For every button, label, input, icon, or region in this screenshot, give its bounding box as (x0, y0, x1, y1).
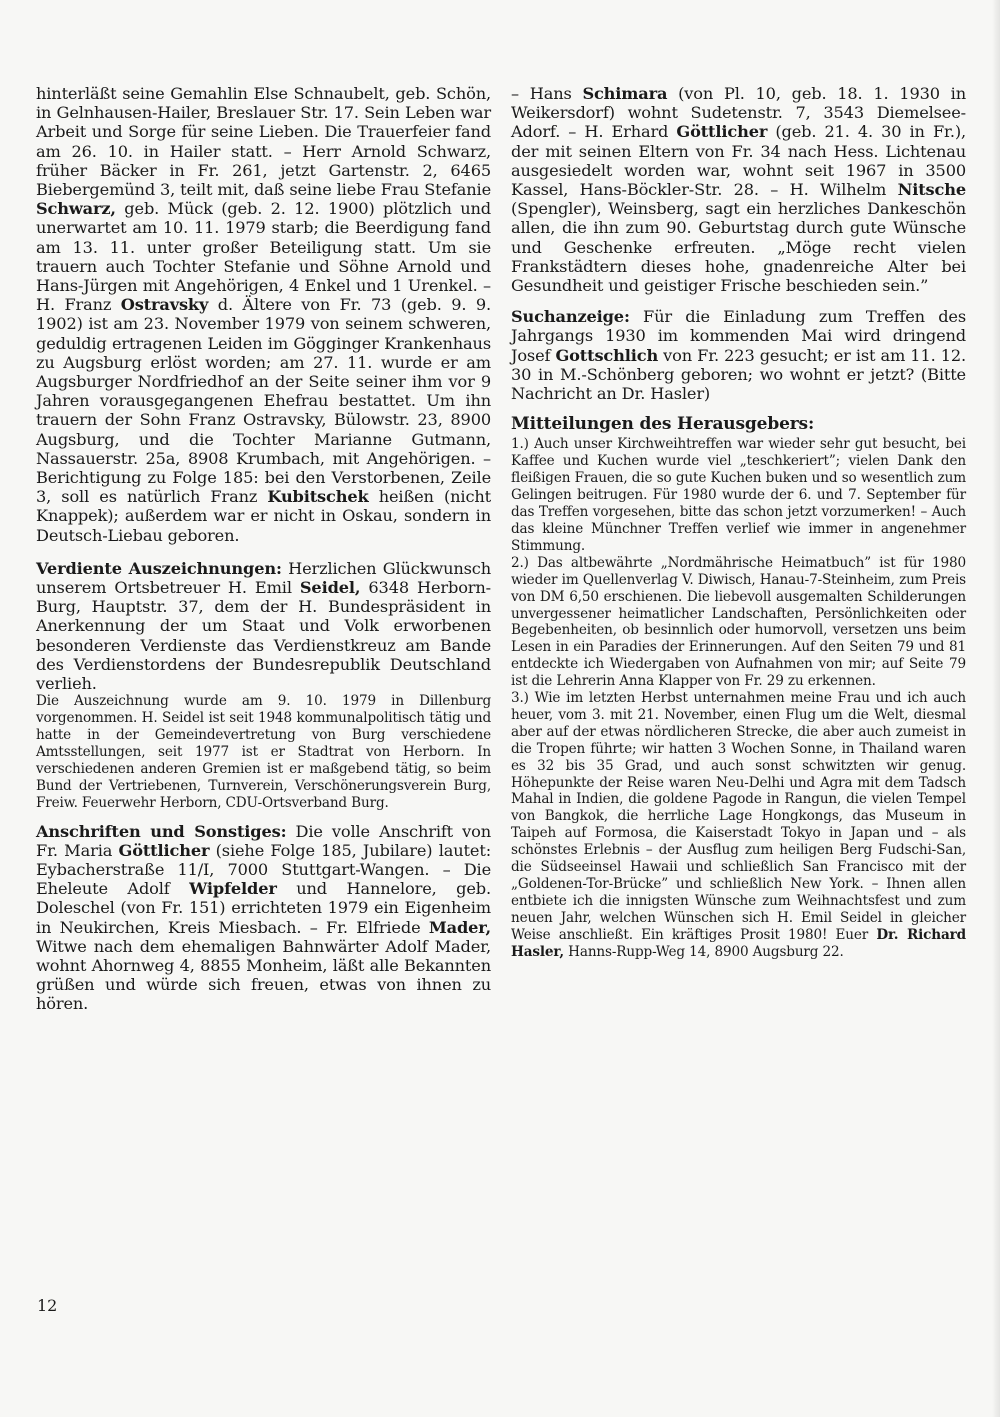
awards-paragraph (36, 559, 491, 693)
text-run: 6348 Herborn-Burg, Hauptstr. 37, dem der H. Bundespräsident in Anerkennung der um Staat und Volk erworbenen besonderen Verdienste das Verdienstkreuz am Bande des Verdienstordens der Bundesrepublik Deutschland verlieh. (36, 578, 491, 694)
bold-name: Nitsche (897, 180, 966, 200)
text-run: (siehe Folge 185, Jubilare) lautet: Eybacherstraße 11/I, 7000 Stuttgart-Wangen. – Die Eheleute Adolf (36, 840, 491, 899)
bold-name: Wipfelder (189, 879, 277, 899)
text-run: – Hans (511, 84, 583, 103)
publisher-note-1: 1.) Auch unser Kirchweihtreffen war wieder sehr gut besucht, bei Kaffee und Kuchen wurde viel „teschkeriert”; vielen Dank den fleißigen Frauen, die so gute Kuchen buken und so wesentlich zum Gelingen beitrugen. Für 1980 wurde der 6. und 7. September für das Treffen vorgesehen, bitte das schon jetzt vorzumerken! – Auch das kleine Münchner Treffen verlief wie immer in angenehmer Stimmung. (511, 436, 966, 554)
awards-detail-paragraph: Die Auszeichnung wurde am 9. 10. 1979 in Dillenburg vorgenommen. H. Seidel ist seit 1948 kommunalpolitisch tätig und hatte in der Gemeindevertretung von Burg verschiedene Amtsstellungen, seit 1977 ist er Stadtrat von Herborn. In verschiedenen anderen Gremien ist er maßgebend tätig, so beim Bund der Vertriebenen, Turnverein, Verschönerungsverein Burg, Freiw. Feuerwehr Herborn, CDU-Ortsverband Burg. (36, 693, 491, 811)
obituaries-paragraph (36, 84, 491, 545)
bold-name: Göttlicher (118, 840, 210, 860)
publisher-note-3 (511, 690, 966, 961)
text-run: (geb. 21. 4. 30 in Fr.), der mit seinen Eltern von Fr. 34 nach Hess. Lichtenau ausgesiedelt worden war, wohnt seit 1967 in 3500 Kassel, Hans-Böckler-Str. 28. – H. Wilhelm (511, 122, 966, 200)
text-run: (Spengler), Weinsberg, sagt ein herzliches Dankeschön allen, die ihn zum 90. Geburtstag durch gute Wünsche und Geschenke erfreuten. „Möge recht vielen Frankstädtern dieses hohe, gnadenreiche Alter bei Gesundheit und geistiger Frische beschieden sein.” (511, 199, 966, 296)
addresses-paragraph (36, 822, 491, 1014)
text-run: hinterläßt seine Gemahlin Else Schnaubelt, geb. Schön, in Gelnhausen-Hailer, Breslauer Str. 17. Sein Leben war Arbeit und Sorge für seine Lieben. Die Trauerfeier fand am 26. 10. in Hailer statt. – Herr Arnold Schwarz, früher Bäcker in Fr. 261, jetzt Gartenstr. 2, 6465 Biebergemünd 3, teilt mit, daß seine liebe Frau Stefanie (36, 84, 491, 200)
text-run: und Hannelore, geb. Doleschel (von Fr. 151) errichteten 1979 ein Eigenheim in Neukirchen, Kreis Miesbach. – Fr. Elfriede (36, 879, 491, 937)
bold-name: Mader, (428, 917, 491, 937)
bold-name: Schimara (582, 84, 668, 103)
section-heading-addresses: Anschriften und Sonstiges: (36, 821, 287, 841)
search-notice-paragraph (511, 307, 966, 403)
text-run: 3.) Wie im letzten Herbst unternahmen meine Frau und ich auch heuer, vom 3. mit 21. November, einen Flug um die Welt, diesmal aber auf der etwas nördlicheren Strecke, die aber auch zumeist in die Tropen führte; wir hatten 3 Wochen Sonne, in Thailand waren es 32 bis 35 Grad, und auch sonst schwitzten wir genug. Höhepunkte der Reise waren Neu-Delhi und Agra mit dem Tadsch Mahal in Indien, die goldene Pagode in Rangun, die vielen Tempel von Bangkok, die herrliche Lage Hongkongs, das Museum in Taipeh auf Formosa, die Kaiserstadt Tokyo in Japan und – als schönstes Erlebnis – der Ausflug zum heiligen Berg Fudschi-San, die Südseeinsel Hawaii und schließlich San Francisco mit der „Goldenen-Tor-Brücke” und schließlich New York. – Ihnen allen entbiete ich die innigsten Wünsche zum Weihnachtsfest und zum neuen Jahr, welchen Wünschen sich H. Emil Seidel in gleicher Weise anschließt. Ein kräftiges Prosit 1980! Euer (511, 690, 966, 943)
bold-name: Ostravsky (120, 295, 209, 315)
section-heading-awards: Verdiente Auszeichnungen: (36, 558, 282, 578)
personal-news-paragraph (511, 84, 966, 295)
text-run: Witwe nach dem ehemaligen Bahnwärter Adolf Mader, wohnt Ahornweg 4, 8855 Monheim, läßt alle Bekannten grüßen und würde sich freuen, etwas von ihnen zu hören. (36, 936, 491, 1014)
section-heading-search-notice: Suchanzeige: (511, 307, 630, 327)
bold-name: Seidel, (299, 578, 361, 598)
left-column (36, 84, 491, 1014)
text-run: Für die Einladung zum Treffen des Jahrgangs 1930 im kommenden Mai wird dringend Josef (511, 307, 966, 365)
bold-name: Schwarz, (36, 199, 116, 219)
text-run: Hanns-Rupp-Weg 14, 8900 Augsburg 22. (563, 943, 844, 960)
text-run: heißen (nicht Knappek); außerdem war er nicht in Oskau, sondern in Deutsch-Liebau geboren. (36, 487, 491, 545)
text-run: geb. Mück (geb. 2. 12. 1900) plötzlich und unerwartet am 10. 11. 1979 starb; die Beerdigung fand am 13. 11. unter großer Beteiligung statt. Um sie trauern auch Tochter Stefanie und Söhne Arnold und Hans-Jürgen mit Angehörigen, 4 Enkel und 1 Urenkel. – H. Franz (36, 199, 491, 315)
text-run: Die volle Anschrift von Fr. Maria (36, 821, 492, 860)
publisher-note-2: 2.) Das altbewährte „Nordmährische Heimatbuch” ist für 1980 wieder im Quellenverlag V. Diwisch, Hanau-7-Steinheim, zum Preis von DM 6,50 erschienen. Die liebevoll ausgemalten Schilderungen unvergessener heimatlicher Landschaften, Persönlichkeiten oder Begebenheiten, ob besinnlich oder humorvoll, versetzen uns beim Lesen in ein Paradies der Erinnerungen. Auf den Seiten 79 und 81 entdeckte ich Wiedergaben von Aufnahmen von mir; auf Seite 79 ist die Lehrerin Anna Klapper von Fr. 29 zu erkennen. (511, 554, 966, 690)
bold-name: Göttlicher (676, 122, 768, 142)
text-run: d. Ältere von Fr. 73 (geb. 9. 9. 1902) ist am 23. November 1979 von seinem schweren, geduldig ertragenen Leiden im Gögginger Krankenhaus zu Augsburg erlöst worden; am 27. 11. wurde er am Augsburger Nordfriedhof an der Seite seiner ihm vor 9 Jahren vorausgegangenen Ehefrau bestattet. Um ihn trauern der Sohn Franz Ostravsky, Bülowstr. 23, 8900 Augsburg, und die Tochter Marianne Gutmann, Nassauerstr. 25a, 8908 Krumbach, mit Angehörigen. – Berichtigung zu Folge 185: bei den Verstorbenen, Zeile 3, soll es natürlich Franz (36, 295, 491, 507)
bold-name: Gottschlich (555, 345, 659, 365)
bold-name: Dr. Richard Hasler, (511, 926, 967, 960)
section-heading-publisher-notes: Mitteilungen des Herausgebers: (511, 414, 815, 435)
text-run: Herzlichen Glückwunsch unserem Ortsbetreuer H. Emil (36, 558, 491, 598)
page-edge-shadow (992, 0, 1000, 1417)
right-column (511, 84, 966, 961)
bold-name: Kubitschek (267, 487, 369, 507)
text-run: (von Pl. 10, geb. 18. 1. 1930 in Weikersdorf) wohnt Sudetenstr. 7, 3543 Diemelsee-Adorf. – H. Erhard (511, 84, 966, 142)
page-number: 12 (37, 1296, 58, 1315)
text-run: von Fr. 223 gesucht; er ist am 11. 12. 30 in M.-Schönberg geboren; wo wohnt er jetzt? (Bitte Nachricht an Dr. Hasler) (511, 345, 967, 404)
